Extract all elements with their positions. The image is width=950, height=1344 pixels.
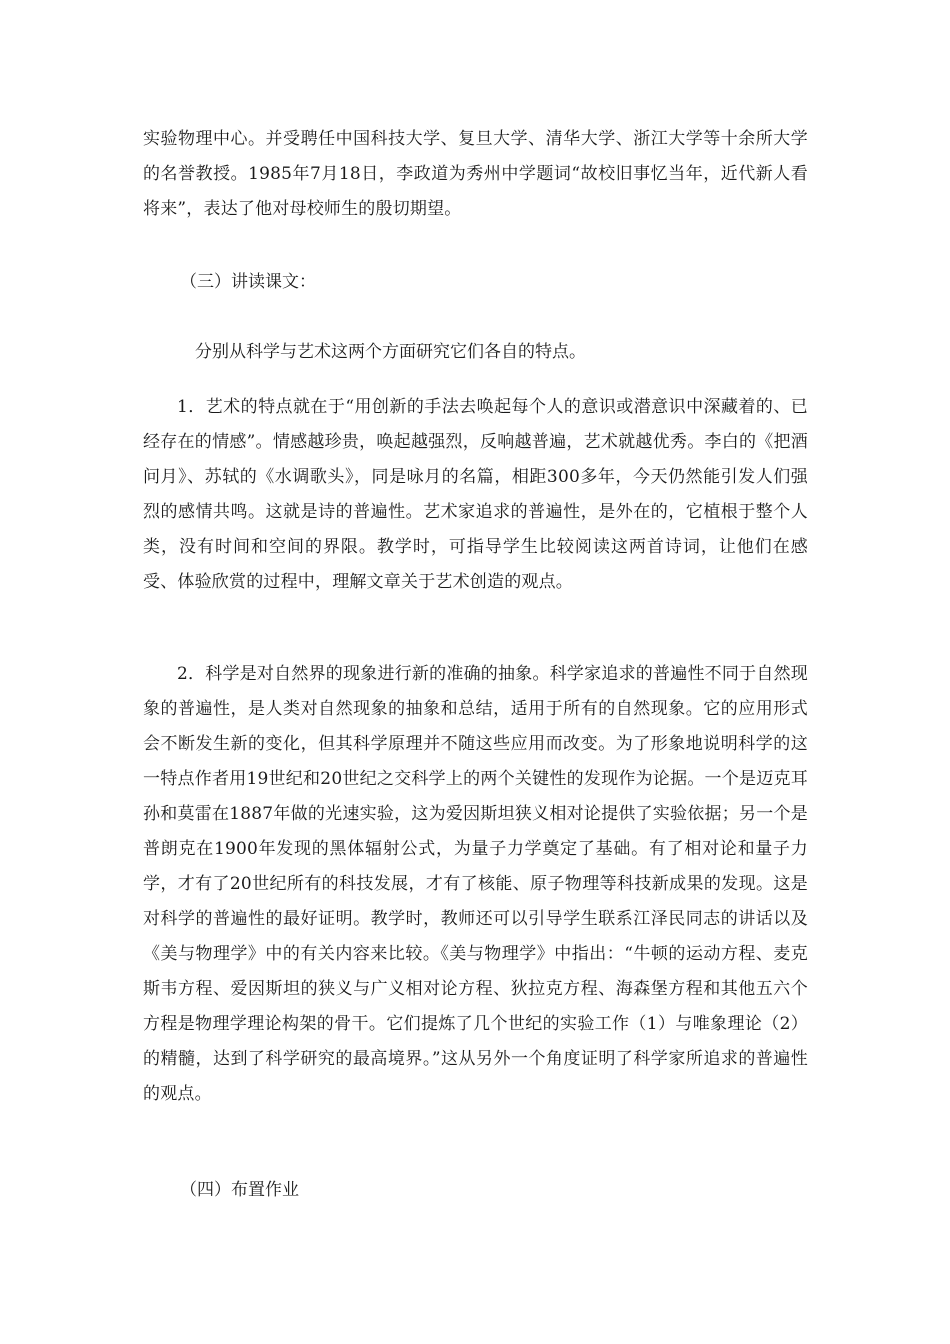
paragraph-art-characteristics: 1．艺术的特点就在于“用创新的手法去唤起每个人的意识或潜意识中深藏着的、已经存在的情感”。情感越珍贵，唤起越强烈，反响越普遍，艺术就越优秀。李白的《把酒问月》、苏轼的《水调歌头》，同是咏月的名篇，相距300多年，今天仍然能引发人们强烈的感情共鸣。这就是诗的普遍性。艺术家追求的普遍性，是外在的，它植根于整个人类，没有时间和空间的界限。教学时，可指导学生比较阅读这两首诗词，让他们在感受、体验欣赏的过程中，理解文章关于艺术创造的观点。 (143, 397, 808, 592)
section-heading-homework: （四）布置作业 (180, 1180, 299, 1200)
section-heading-lecture: （三）讲读课文： (180, 272, 316, 292)
paragraph-intro-science-art: 分别从科学与艺术这两个方面研究它们各自的特点。 (195, 342, 586, 362)
paragraph-science-characteristics: 2．科学是对自然界的现象进行新的准确的抽象。科学家追求的普遍性不同于自然现象的普遍性，是人类对自然现象的抽象和总结，适用于所有的自然现象。它的应用形式会不断发生新的变化，但其科学原理并不随这些应用而改变。为了形象地说明科学的这一特点作者用19世纪和20世纪之交科学上的两个关键性的发现作为论据。一个是迈克耳孙和莫雷在1887年做的光速实验，这为爱因斯坦狭义相对论提供了实验依据；另一个是普朗克在1900年发现的黑体辐射公式，为量子力学奠定了基础。有了相对论和量子力学，才有了20世纪所有的科技发展，才有了核能、原子物理等科技新成果的发现。这是对科学的普遍性的最好证明。教学时，教师还可以引导学生联系江泽民同志的讲话以及《美与物理学》中的有关内容来比较。《美与物理学》中指出：“牛顿的运动方程、麦克斯韦方程、爱因斯坦的狭义与广义相对论方程、狄拉克方程、海森堡方程和其他五六个方程是物理学理论构架的骨干。它们提炼了几个世纪的实验工作（1）与唯象理论（2）的精髓，达到了科学研究的最高境界。”这从另外一个角度证明了科学家所追求的普遍性的观点。 (143, 664, 808, 1104)
paragraph-li-zhengdao-honors: 实验物理中心。并受聘任中国科技大学、复旦大学、清华大学、浙江大学等十余所大学的名誉教授。1985年7月18日，李政道为秀州中学题词“故校旧事忆当年，近代新人看将来”，表达了他对母校师生的殷切期望。 (143, 129, 808, 219)
